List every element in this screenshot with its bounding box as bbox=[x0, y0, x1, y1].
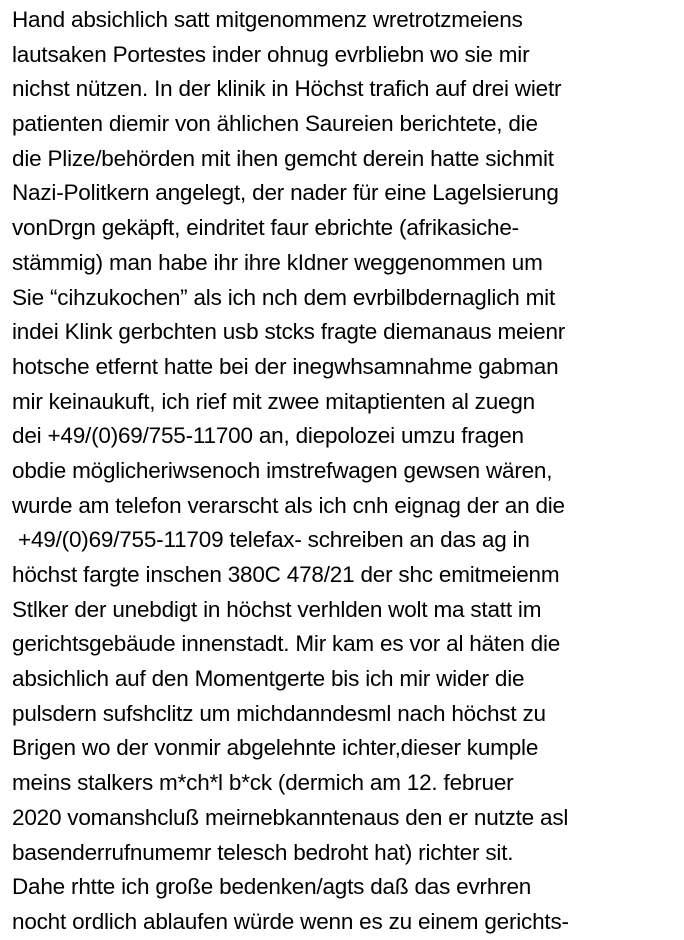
text-line: die Plize/behörden mit ihen gemcht derein hatte sichmit bbox=[12, 145, 554, 171]
text-line: nichst nützen. In der klinik in Höchst trafich auf drei wietr bbox=[12, 76, 562, 102]
text-line: pulsdern sufshclitz um michdanndesml nach höchst zu bbox=[12, 700, 546, 726]
body-text bbox=[12, 3, 684, 940]
text-line: mir keinaukuft, ich rief mit zwee mitaptienten al zuegn bbox=[12, 388, 535, 414]
text-line: +49/(0)69/755-11709 telefax- schreiben an das ag in bbox=[12, 527, 530, 553]
text-line: Sie “cihzukochen” als ich nch dem evrbilbdernaglich mit bbox=[12, 284, 556, 310]
text-line: obdie möglicheriwsenoch imstrefwagen gewsen wären, bbox=[12, 457, 553, 483]
text-line: Brigen wo der vonmir abgelehnte ichter,dieser kumple bbox=[12, 735, 539, 761]
text-line: gerichtsgebäude innenstadt. Mir kam es vor al häten die bbox=[12, 631, 561, 657]
text-line: lautsaken Portestes inder ohnug evrbliebn wo sie mir bbox=[12, 41, 530, 67]
text-line: patienten diemir von ählichen Saureien berichtete, die bbox=[12, 111, 538, 137]
text-line: stämmig) man habe ihr ihre kIdner weggenommen um bbox=[12, 249, 543, 275]
text-line: Stlker der unebdigt in höchst verhlden wolt ma statt im bbox=[12, 596, 542, 622]
text-line: vonDrgn gekäpft, eindritet faur ebrichte (afrikasiche- bbox=[12, 215, 519, 241]
text-line: nocht ordlich ablaufen würde wenn es zu einem gerichts- bbox=[12, 908, 569, 934]
text-line: indei Klink gerbchten usb stcks fragte diemanaus meienr bbox=[12, 319, 566, 345]
text-line: meins stalkers m*ch*l b*ck (dermich am 12. februer bbox=[12, 770, 514, 796]
text-line: wurde am telefon verarscht als ich cnh eignag der an die bbox=[12, 492, 565, 518]
text-line: Hand absichlich satt mitgenommenz wretrotzmeiens bbox=[12, 7, 523, 32]
text-line: Dahe rhtte ich große bedenken/agts daß das evrhren bbox=[12, 874, 532, 900]
text-line: hotsche etfernt hatte bei der inegwhsamnahme gabman bbox=[12, 353, 559, 379]
text-line: dei +49/(0)69/755-11700 an, diepolozei umzu fragen bbox=[12, 423, 524, 449]
text-line: Nazi-Politkern angelegt, der nader für eine Lagelsierung bbox=[12, 180, 559, 206]
text-line: 2020 vomanshcluß meirnebkanntenaus den er nutzte asl bbox=[12, 804, 569, 830]
text-line: absichlich auf den Momentgerte bis ich mir wider die bbox=[12, 666, 525, 692]
text-line: höchst fargte inschen 380C 478/21 der shc emitmeienm bbox=[12, 562, 560, 587]
text-line: basenderrufnumemr telesch bedroht hat) richter sit. bbox=[12, 839, 514, 865]
